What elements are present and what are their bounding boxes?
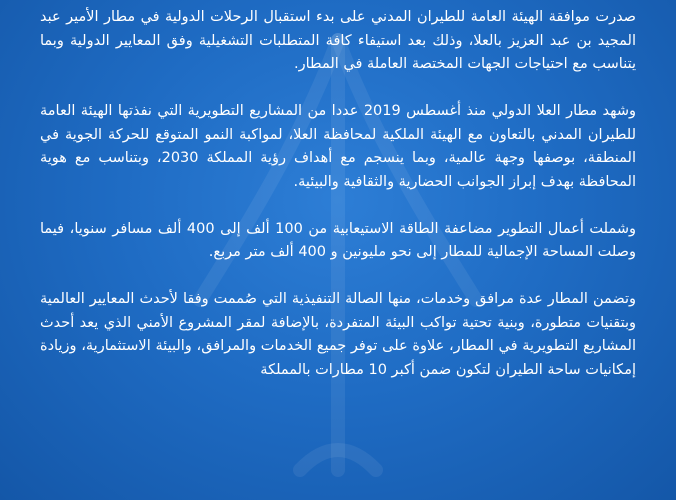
article-paragraph-4: وتضمن المطار عدة مرافق وخدمات، منها الصالة التنفيذية التي صُممت وفقا لأحدث المعايير العالمية وبتقنيات متطورة، وبنية تحتية تواكب البيئة المتفردة، بالإضافة لمقر المشروع الأمني الذي يعد أحدث المشاريع التطويرية في المطار، علاوة على توفر جميع الخدمات والمرافق، والبيئة الاستثمارية، وزيادة إمكانيات ساحة الطيران لتكون ضمن أكبر 10 مطارات بالمملكة xyxy=(40,291,636,378)
article-paragraph-3: وشملت أعمال التطوير مضاعفة الطاقة الاستيعابية من 100 ألف إلى 400 ألف مسافر سنويا، فيما وصلت المساحة الإجمالية للمطار إلى نحو مليونين و 400 ألف متر مربع. xyxy=(40,220,636,260)
article-paragraph-1: صدرت موافقة الهيئة العامة للطيران المدني على بدء استقبال الرحلات الدولية في مطار الأمير عبد المجيد بن عبد العزيز بالعلا، وذلك بعد استيفاء كافة المتطلبات التشغيلية وفق المعايير الدولية وبما يتناسب مع احتياجات الجهات المختصة العاملة في المطار. xyxy=(40,9,636,72)
article-body xyxy=(40,6,636,406)
article-paragraph-2: وشهد مطار العلا الدولي منذ أغسطس 2019 عددا من المشاريع التطويرية التي نفذتها الهيئة العامة للطيران المدني بالتعاون مع الهيئة الملكية لمحافظة العلا، لمواكبة النمو المتوقع للحركة الجوية في المنطقة، بوصفها وجهة عالمية، وبما ينسجم مع أهداف رؤية المملكة 2030، وبتناسب مع هوية المحافظة بهدف إبراز الجوانب الحضارية والثقافية والبيئية. xyxy=(40,103,636,190)
